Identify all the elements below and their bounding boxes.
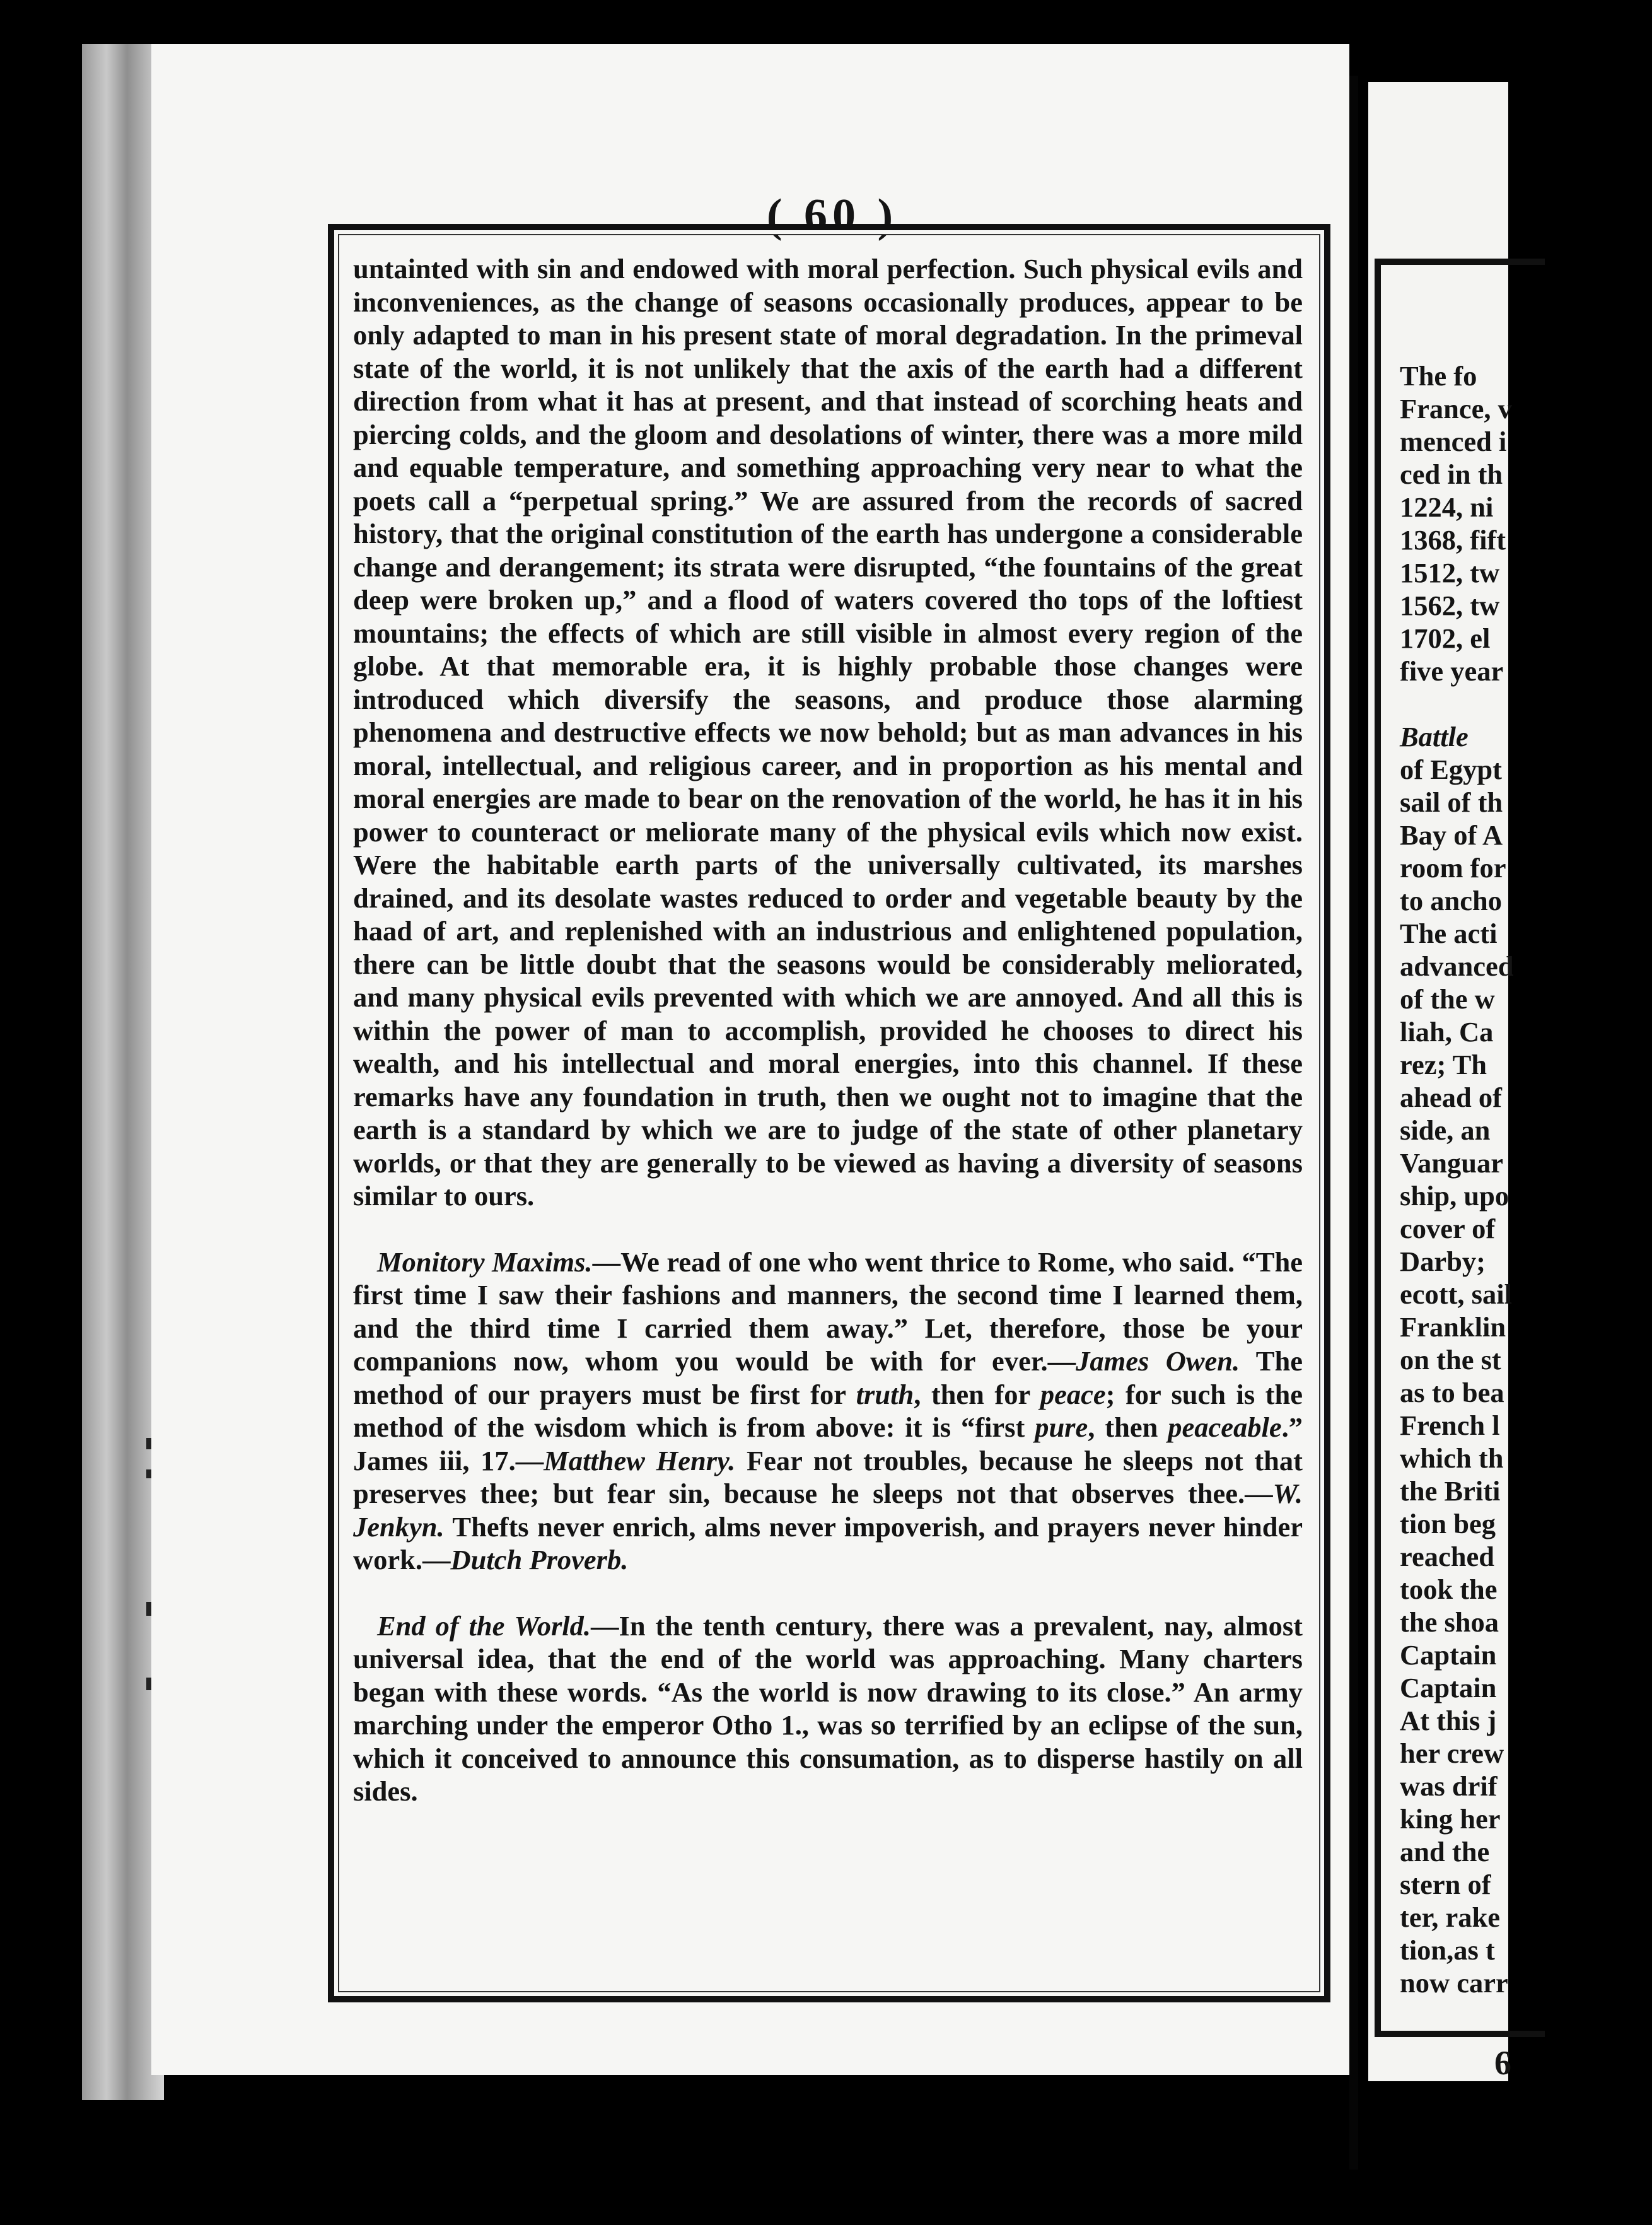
right-page-line: 1368, fift (1400, 524, 1506, 556)
right-page-line: tion beg (1400, 1508, 1496, 1539)
author-james-owen: James Owen. (1076, 1345, 1240, 1377)
author-dutch-proverb: Dutch Proverb. (450, 1544, 629, 1575)
right-page-line: took the (1400, 1574, 1498, 1605)
right-page-line: sail of th (1400, 786, 1503, 818)
right-page-line: her crew (1400, 1737, 1504, 1769)
right-page-line: The acti (1400, 918, 1498, 949)
right-page-line: 1224, ni (1400, 491, 1494, 523)
right-page-line: ced in th (1400, 458, 1503, 490)
right-page-line: to ancho (1400, 885, 1502, 916)
right-page-line: tion,as t (1400, 1934, 1495, 1966)
right-page-line: and the (1400, 1836, 1490, 1867)
end-of-world-title: End of the World. (377, 1609, 591, 1642)
right-page-line: king her (1400, 1803, 1501, 1835)
right-page-line: 1512, tw (1400, 557, 1500, 588)
right-page-line: Franklin (1400, 1311, 1506, 1343)
right-page-line: The fo (1400, 360, 1477, 392)
right-page-line: Captain (1400, 1672, 1497, 1703)
right-page-line: the shoa (1400, 1606, 1499, 1638)
right-page-text (1400, 359, 1652, 1999)
right-page-line: of Egypt (1400, 754, 1502, 785)
right-page-line: rez; Th (1400, 1049, 1487, 1080)
right-page-line: room for (1400, 852, 1506, 884)
right-page-line: ecott, sail (1400, 1278, 1512, 1310)
right-page-line: menced i (1400, 426, 1507, 457)
right-page-line: France, v (1400, 393, 1512, 424)
seasons-paragraph: untainted with sin and endowed with moral perfection. Such physical evils and inconveniences, as the change of seasons occasionally produces, appear to be only adapted to man in his present state of moral degradation. In the primeval state of the world, it is not unlikely that the axis of the earth had a different direction from what it has at present, and that instead of scorching heats and piercing colds, and the gloom and desolations of winter, there was a more mild and equable temperature, and something approaching very near to what the poets call a “perpetual spring.” We are assured from the records of sacred history, that the original constitution of the earth has undergone a considerable change and derangement; its strata were disrupted, “the fountains of the great deep were broken up,” and a flood of waters covered tho tops of the loftiest mountains; the effects of which are still visible in almost every region of the globe. At that memorable era, it is highly probable those changes were introduced which diversify the seasons, and produce those alarming phenomena and destructive effects we now behold; but as man advances in his moral, intellectual, and religious career, and in proportion as his mental and moral energies are made to bear on the renovation of the world, he has it in his power to counteract or meliorate many of the physical evils which now exist. Were the habitable earth parts of the universally cultivated, its marshes drained, and its desolate wastes reduced to order and vegetable beauty by the haad of art, and replenished with an industrious and enlightened population, there can be little doubt that the seasons would be considerably meliorated, and many physical evils prevented with which we are annoyed. And all this is within the power of man to accomplish, provided he chooses to direct his wealth, and his intellectual and moral energies, into this channel. If these remarks have any foundation in truth, then we ought not to imagine that the earth is a standard by which we are to judge of the state of other planetary worlds, or that they are generally to be viewed as having a diversity of seasons similar to ours. (353, 253, 1303, 1212)
right-page-line (1400, 687, 1652, 720)
right-text-frame (1375, 259, 1545, 2037)
right-page-line: French l (1400, 1410, 1500, 1441)
right-page-line: side, an (1400, 1114, 1491, 1146)
end-of-world-paragraph: End of the World.—In the tenth century, there was a prevalent, nay, almost universal idea, that the end of the world was approaching. Many charters began with these words. “As the world is now drawing to its close.” An army marching under the emperor Otho 1., was so terrified by an eclipse of the sun, which it conceived to announce this consumation, as to disperse hastily on all sides. (353, 1609, 1303, 1807)
right-page-line: ahead of (1400, 1082, 1502, 1113)
right-page-line: 1562, tw (1400, 590, 1500, 621)
author-w-jenkyn: W. Jenkyn. (353, 1478, 1303, 1543)
right-page-line: reached (1400, 1541, 1494, 1572)
right-page-line: now carr (1400, 1967, 1508, 1999)
right-page-line: which th (1400, 1442, 1504, 1474)
right-page-line: stern of (1400, 1869, 1491, 1900)
right-page-line: At this j (1400, 1705, 1497, 1736)
right-page-line: advanced (1400, 950, 1514, 982)
right-page-line: liah, Ca (1400, 1016, 1494, 1048)
right-page-line: Darby; (1400, 1246, 1486, 1277)
right-page-line: the Briti (1400, 1475, 1501, 1507)
right-page-line: Vanguar (1400, 1147, 1504, 1179)
page-body (353, 252, 1303, 1977)
right-page-line: as to bea (1400, 1377, 1504, 1408)
right-page-line: ter, rake (1400, 1901, 1500, 1933)
right-page-line: Battle (1400, 721, 1469, 752)
page-number: ( 60 ) (766, 190, 899, 242)
right-page-line: Bay of A (1400, 819, 1503, 851)
author-matthew-henry: Matthew Henry. (544, 1444, 736, 1476)
monitory-maxims-paragraph: Monitory Maxims.—We read of one who went thrice to Rome, who said. “The first time I saw their fashions and manners, the second time I learned them, and the third time I carried them away.” Let, therefore, those be your companions now, whom you would be with for ever.—James Owen. The method of our prayers must be first for truth, then for peace; for such is the method of the wisdom which is from above: it is “first pure, then peaceable.” James iii, 17.—Matthew Henry. Fear not troubles, because he sleeps not that preserves thee; but fear sin, because he sleeps not that observes thee.—W. Jenkyn. Thefts never enrich, alms never impoverish, and prayers never hinder work.—Dutch Proverb. (353, 1246, 1303, 1575)
right-page-line: cover of (1400, 1213, 1496, 1244)
right-page-line: of the w (1400, 983, 1495, 1015)
monitory-maxims-title: Monitory Maxims. (377, 1246, 593, 1278)
right-page-line: was drif (1400, 1770, 1498, 1802)
right-page-line: five year (1400, 655, 1504, 687)
right-page-line: ship, upo (1400, 1180, 1509, 1212)
right-page-line: 1702, el (1400, 622, 1491, 654)
right-page-line: on the st (1400, 1344, 1501, 1375)
right-page-number: 6 (1494, 2044, 1511, 2082)
right-page-line: Captain (1400, 1639, 1497, 1671)
text-frame (328, 224, 1330, 2002)
page-gutter (1349, 76, 1358, 2170)
